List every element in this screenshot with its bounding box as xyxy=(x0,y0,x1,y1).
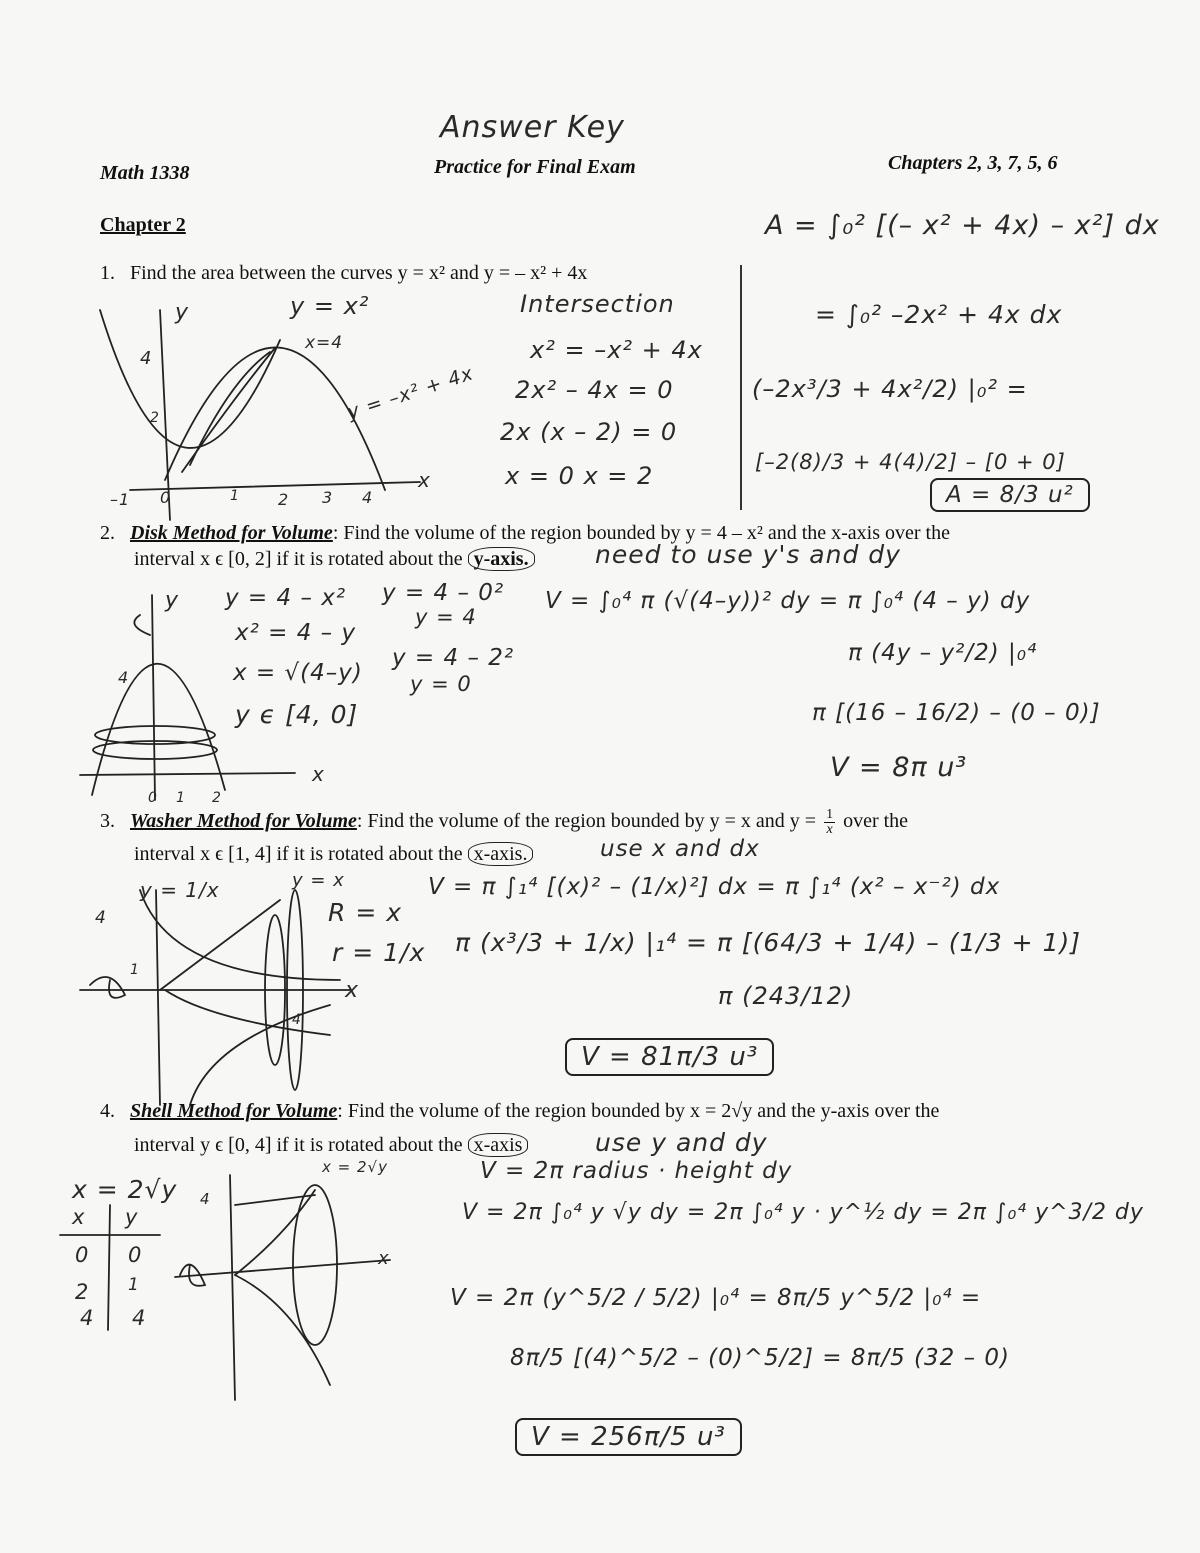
chapter-heading: Chapter 2 xyxy=(100,214,186,236)
problem-3-statement: 3. Washer Method for Volume: Find the volume of the region bounded by y = x and y = $\frac{1}{x}$ over the xyxy=(100,807,909,837)
graph-4-label-x: x xyxy=(378,1248,390,1269)
problem-2-mid-line-4: y = 0 xyxy=(410,672,472,696)
problem-3-fraction xyxy=(824,808,835,837)
problem-2-mid-line-1: y = 4 – 0² xyxy=(382,580,505,606)
graph-3-label-recip: y = 1/x xyxy=(140,878,220,902)
problem-4-number: 4. xyxy=(100,1100,115,1122)
graph-3-label-line: y = x xyxy=(292,870,345,891)
problem-4-note: use y and dy xyxy=(595,1128,768,1157)
problem-2-statement-line2 xyxy=(134,548,535,571)
problem-4-text: Find the volume of the region bounded by x = 2√y and the y-axis over the xyxy=(347,1100,940,1122)
graph-1-tick-1: 1 xyxy=(230,488,240,504)
problem-4-statement: 4. Shell Method for Volume: Find the volume of the region bounded by x = 2√y and the y-axis over the xyxy=(100,1100,940,1122)
problem-2-left-line-3: x = √(4–y) xyxy=(233,660,363,686)
problem-1-number: 1. xyxy=(100,262,115,284)
problem-3-method: Washer Method for Volume xyxy=(130,810,357,833)
area-integral-line-2: = ∫₀² –2x² + 4x dx xyxy=(815,300,1063,329)
problem-4-table-r3-x: 4 xyxy=(80,1306,95,1330)
problem-2-integral-line-3: π [(16 – 16/2) – (0 – 0)] xyxy=(812,700,1101,726)
problem-2-number: 2. xyxy=(100,522,115,544)
area-integral-line-4: [–2(8)/3 + 4(4)/2] – [0 + 0] xyxy=(755,450,1066,474)
problem-4-method: Shell Method for Volume xyxy=(130,1100,338,1122)
problem-2-interval: interval x ϵ [0, 2] if it is rotated about the xyxy=(134,548,463,570)
graph-1-tick-x2: 2 xyxy=(278,490,290,509)
graph-2-tick-0: 0 xyxy=(148,790,158,806)
problem-2-answer: V = 8π u³ xyxy=(830,752,968,783)
graph-2-tick-4: 4 xyxy=(118,668,130,687)
intersection-line-3: 2x (x – 2) = 0 xyxy=(500,418,678,446)
area-integral-line-1: A = ∫₀² [(– x² + 4x) – x²] dx xyxy=(765,210,1160,241)
graph-1-label-x: x xyxy=(418,468,431,492)
graph-1-label-curve2: y = –x² + 4x xyxy=(344,362,477,424)
problem-4-table-r1-y: 0 xyxy=(128,1243,143,1267)
problem-4-axis: x-axis xyxy=(468,1133,529,1157)
problem-3-radius-outer: R = x xyxy=(328,898,403,927)
graph-3-label-x: x xyxy=(345,978,360,1003)
page-title: Practice for Final Exam xyxy=(434,156,636,178)
problem-3-integral-line-2: π (x³/3 + 1/x) |₁⁴ = π [(64/3 + 1/4) – (1/3 + 1)] xyxy=(455,928,1081,957)
graph-1-tick-2: 2 xyxy=(150,410,160,426)
graph-4-tick-4: 4 xyxy=(200,1190,211,1208)
problem-2-left-line-2: x² = 4 – y xyxy=(235,620,357,646)
graph-4-label-curve: x = 2√y xyxy=(322,1158,388,1176)
graph-1-label-y: y xyxy=(175,300,190,325)
graph-2-tick-1: 1 xyxy=(176,790,186,806)
problem-2-integral-line-1: V = ∫₀⁴ π (√(4–y))² dy = π ∫₀⁴ (4 – y) dy xyxy=(545,588,1031,614)
problem-2-left-line-1: y = 4 – x² xyxy=(225,585,347,611)
problem-4-interval: interval y ϵ [0, 4] if it is rotated about the xyxy=(134,1134,463,1156)
graph-3-tick-4: 4 xyxy=(95,908,107,928)
graph-1-tick-x4: 4 xyxy=(362,488,374,507)
problem-4-integral-line-3: V = 2π (y^5/2 / 5/2) |₀⁴ = 8π/5 y^5/2 |₀⁴ = xyxy=(450,1285,982,1311)
problem-4-table-r3-y: 4 xyxy=(132,1306,147,1330)
problem-3-text-end: over the xyxy=(843,810,909,833)
problem-4-table-title: x = 2√y xyxy=(72,1175,178,1204)
graph-1-label-parabola: y = x² xyxy=(290,292,370,320)
problem-2-axis: y-axis. xyxy=(468,547,535,571)
problem-2-text: Find the volume of the region bounded by y = 4 – x² and the x-axis over the xyxy=(343,522,950,544)
answer-key-title: Answer Key xyxy=(440,110,625,145)
problem-1-text: Find the area between the curves y = x² and y = – x² + 4x xyxy=(130,262,588,284)
problem-2-method: Disk Method for Volume xyxy=(130,522,333,544)
problem-4-table-r2-x: 2 xyxy=(75,1280,90,1304)
problem-2-mid-line-2: y = 4 xyxy=(415,605,477,629)
graph-3-tick-1: 1 xyxy=(130,962,140,978)
problem-2-left-line-4: y ϵ [4, 0] xyxy=(235,700,359,729)
problem-4-integral-line-1: V = 2π radius · height dy xyxy=(480,1158,793,1184)
problem-4-statement-line2 xyxy=(134,1134,528,1157)
problem-3-fraction-num: 1 xyxy=(826,807,834,822)
intersection-line-4: x = 0 x = 2 xyxy=(505,462,654,490)
problem-3-fraction-den: x xyxy=(826,822,833,837)
graph-2-label-y: y xyxy=(165,588,180,613)
problem-4-table-header-y: y xyxy=(125,1205,139,1229)
problem-3-axis: x-axis. xyxy=(468,842,534,866)
problem-2-integral-line-2: π (4y – y²/2) |₀⁴ xyxy=(848,640,1038,666)
problem-3-note: use x and dx xyxy=(600,836,760,862)
problem-3-integral-line-1: V = π ∫₁⁴ [(x)² – (1/x)²] dx = π ∫₁⁴ (x² – x⁻²) dx xyxy=(428,874,1001,900)
problem-4-integral-line-4: 8π/5 [(4)^5/2 – (0)^5/2] = 8π/5 (32 – 0) xyxy=(510,1345,1011,1371)
problem-4-table-header-x: x xyxy=(72,1205,86,1229)
area-integral-line-3: (–2x³/3 + 4x²/2) |₀² = xyxy=(752,375,1028,403)
problem-3-radius-inner: r = 1/x xyxy=(332,938,426,967)
problem-3-interval: interval x ϵ [1, 4] if it is rotated about the xyxy=(134,843,463,865)
problem-4-table-r2-y: 1 xyxy=(128,1275,140,1295)
area-answer: A = 8/3 u² xyxy=(930,478,1090,512)
graph-1-tick-4: 4 xyxy=(140,348,153,369)
graph-1-tick-neg1: –1 xyxy=(110,490,131,509)
intersection-line-2: 2x² – 4x = 0 xyxy=(515,376,674,404)
chapters-label: Chapters 2, 3, 7, 5, 6 xyxy=(888,152,1058,174)
problem-3-answer: V = 81π/3 u³ xyxy=(565,1038,774,1076)
problem-2-mid-line-3: y = 4 – 2² xyxy=(392,645,515,671)
problem-3-integral-line-3: π (243/12) xyxy=(718,982,854,1010)
problem-1-divider xyxy=(740,265,742,510)
intersection-label: Intersection xyxy=(520,290,675,318)
graph-1-tick-3: 3 xyxy=(322,488,334,507)
graph-3-tick-x4: 4 xyxy=(292,1012,302,1028)
problem-3-statement-line2 xyxy=(134,843,533,866)
problem-4-integral-line-2: V = 2π ∫₀⁴ y √y dy = 2π ∫₀⁴ y · y^½ dy = 2π ∫₀⁴ y^3/2 dy xyxy=(462,1200,1144,1225)
problem-2-note: need to use y's and dy xyxy=(595,540,901,569)
graph-2-label-x: x xyxy=(312,762,325,786)
intersection-line-1: x² = –x² + 4x xyxy=(530,336,703,364)
course-label: Math 1338 xyxy=(100,162,190,184)
problem-3-number: 3. xyxy=(100,810,115,833)
problem-4-table-r1-x: 0 xyxy=(75,1243,90,1267)
graph-1-tick-0: 0 xyxy=(160,488,172,507)
problem-2-statement: 2. Disk Method for Volume: Find the volume of the region bounded by y = 4 – x² and the x-axis over the xyxy=(100,522,950,544)
graph-1-label-x4: x=4 xyxy=(305,333,344,353)
problem-4-answer: V = 256π/5 u³ xyxy=(515,1418,742,1456)
graph-2-tick-2: 2 xyxy=(212,790,222,806)
problem-1-statement xyxy=(100,262,587,285)
problem-3-text: Find the volume of the region bounded by y = x and y = xyxy=(367,810,817,833)
